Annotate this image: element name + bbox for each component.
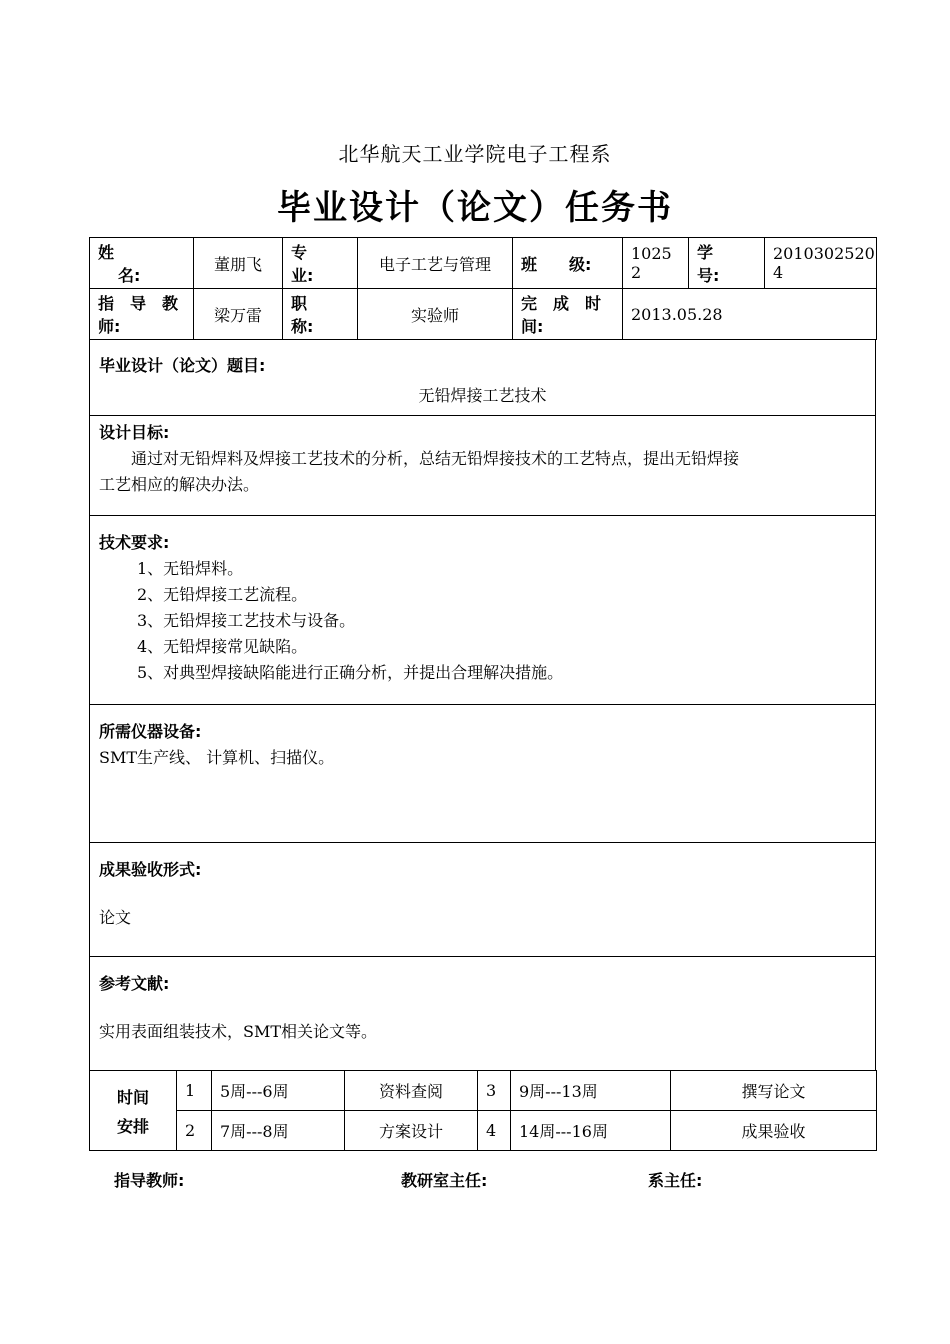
document-title: 毕业设计（论文）任务书: [277, 188, 673, 228]
requirement-item: 5、对典型焊接缺陷能进行正确分析，并提出合理解决措施。: [137, 663, 564, 682]
schedule-index: 3: [478, 1071, 511, 1111]
requirements-label: 技术要求:: [99, 533, 170, 552]
schedule-index: 4: [478, 1111, 511, 1151]
director-signature-label: 教研室主任:: [401, 1171, 488, 1190]
student-id-value: 2010302520 4: [765, 238, 877, 289]
school-name: 北华航天工业学院电子工程系: [338, 142, 612, 166]
equipment-label: 所需仪器设备:: [99, 722, 202, 741]
schedule-weeks: 5周---6周: [212, 1071, 345, 1111]
references-section: [89, 957, 876, 1071]
schedule-weeks: 9周---13周: [511, 1071, 671, 1111]
acceptance-value: 论文: [99, 908, 132, 927]
schedule-index: 1: [177, 1071, 212, 1111]
student-id-label: 学 号:: [689, 238, 765, 289]
requirement-item: 1、无铅焊料。: [137, 559, 244, 578]
advisor-name: 梁万雷: [194, 289, 283, 340]
schedule-weeks: 14周---16周: [511, 1111, 671, 1151]
job-title-label: 职 称:: [283, 289, 358, 340]
requirements-section: [89, 516, 876, 705]
equipment-section: [89, 705, 876, 843]
schedule-task: 成果验收: [671, 1111, 877, 1151]
acceptance-label: 成果验收形式:: [99, 860, 202, 879]
schedule-label: 时间 安排: [90, 1071, 177, 1151]
advisor-label: 指 导 教 师:: [90, 289, 194, 340]
goal-label: 设计目标:: [99, 423, 170, 442]
dept-head-signature-label: 系主任:: [648, 1171, 703, 1190]
goal-section: [89, 416, 876, 516]
schedule-index: 2: [177, 1111, 212, 1151]
job-title-value: 实验师: [358, 289, 513, 340]
major-label: 专 业:: [283, 238, 358, 289]
goal-text-line1: 通过对无铅焊料及焊接工艺技术的分析，总结无铅焊接技术的工艺特点，提出无铅焊接: [131, 449, 740, 468]
topic-label: 毕业设计（论文）题目:: [99, 356, 266, 375]
advisor-signature-label: 指导教师:: [114, 1171, 185, 1190]
schedule-task: 资料查阅: [345, 1071, 478, 1111]
schedule-task: 撰写论文: [671, 1071, 877, 1111]
equipment-value: SMT生产线、 计算机、扫描仪。: [99, 748, 335, 767]
class-value: 1025 2: [623, 238, 689, 289]
student-name: 董朋飞: [194, 238, 283, 289]
name-label: 姓 名:: [90, 238, 194, 289]
schedule-table: [89, 1070, 877, 1151]
references-value: 实用表面组装技术，SMT相关论文等。: [99, 1022, 378, 1041]
topic-value: 无铅焊接工艺技术: [418, 386, 547, 405]
acceptance-section: [89, 843, 876, 957]
requirement-item: 4、无铅焊接常见缺陷。: [137, 637, 308, 656]
goal-text-line2: 工艺相应的解决办法。: [99, 475, 260, 494]
requirement-item: 2、无铅焊接工艺流程。: [137, 585, 308, 604]
finish-date-value: 2013.05.28: [623, 289, 877, 340]
schedule-weeks: 7周---8周: [212, 1111, 345, 1151]
topic-section: [89, 339, 876, 416]
schedule-task: 方案设计: [345, 1111, 478, 1151]
requirement-item: 3、无铅焊接工艺技术与设备。: [137, 611, 356, 630]
student-info-table: [89, 237, 877, 340]
references-label: 参考文献:: [99, 974, 170, 993]
finish-date-label: 完 成 时 间:: [513, 289, 623, 340]
major-value: 电子工艺与管理: [358, 238, 513, 289]
class-label: 班 级:: [513, 238, 623, 289]
